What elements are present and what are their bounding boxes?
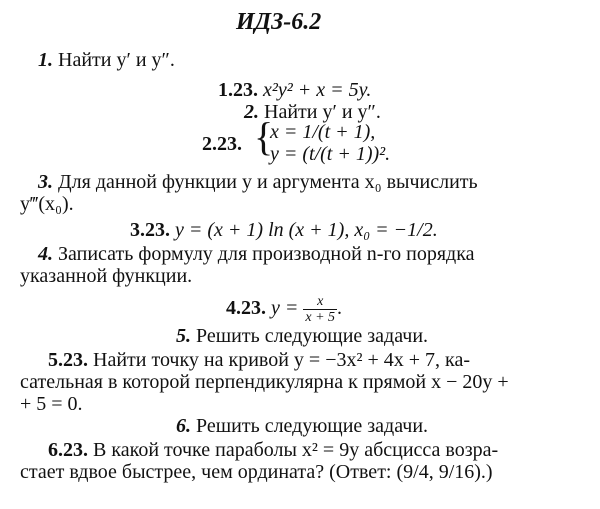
problem-6-23-line2: стает вдвое быстрее, чем ордината? (Ответ: (9/4, 9/16).) [20, 461, 493, 483]
problem-5-23-line1 [48, 348, 470, 372]
problem-1-23 [218, 78, 371, 102]
section-6-number: 6. [176, 415, 191, 437]
section-4-heading [38, 242, 475, 266]
system-brace: { [254, 114, 274, 159]
section-1-heading [38, 48, 175, 72]
problem-3-23-expr: y = (x + 1) ln (x + 1), x₀ = −1/2. [175, 219, 438, 241]
problem-6-23-line1 [48, 438, 498, 462]
problem-2-23-eq2: y = (t/(t + 1))². [270, 143, 391, 165]
section-6-heading [176, 414, 428, 438]
section-3-line1: Для данной функции y и аргумента x₀ вычислить [58, 171, 478, 193]
problem-2-23-label: 2.23. [202, 133, 242, 155]
section-3-number: 3. [38, 171, 53, 193]
problem-2-23-eq1: x = 1/(t + 1), [270, 121, 376, 143]
section-5-number: 5. [176, 325, 191, 347]
section-4-line1: Записать формулу для производной n-го порядка [58, 243, 475, 265]
section-2-text: Найти y′ и y″. [264, 101, 381, 123]
problem-3-23 [130, 218, 438, 242]
section-3-line2: y‴(x₀). [20, 193, 74, 215]
section-5-heading [176, 324, 428, 348]
problem-4-23-lhs: y = [271, 297, 299, 320]
problem-1-23-expr: x²y² + x = 5y. [263, 79, 372, 101]
section-4-number: 4. [38, 243, 53, 265]
section-1-text: Найти y′ и y″. [58, 49, 175, 71]
section-3-heading [38, 170, 478, 194]
problem-3-23-label: 3.23. [130, 219, 170, 241]
section-5-text: Решить следующие задачи. [196, 325, 429, 347]
section-1-number: 1. [38, 49, 53, 71]
problem-5-23-label: 5.23. [48, 349, 88, 371]
problem-6-23-text1: В какой точке параболы x² = 9y абсцисса возра- [93, 439, 499, 461]
problem-5-23-text1: Найти точку на кривой y = −3x² + 4x + 7, ка- [93, 349, 470, 371]
section-4-line2: указанной функции. [20, 265, 193, 287]
problem-1-23-label: 1.23. [218, 79, 258, 101]
problem-6-23-label: 6.23. [48, 439, 88, 461]
page-title: ИДЗ-6.2 [236, 9, 322, 35]
problem-4-23 [226, 294, 342, 325]
problem-4-23-label: 4.23. [226, 297, 266, 320]
fraction-denominator: x + 5 [305, 310, 336, 325]
problem-5-23-line3: + 5 = 0. [20, 393, 83, 415]
problem-4-23-tail: . [337, 297, 343, 320]
section-2-number: 2. [244, 101, 259, 123]
section-6-text: Решить следующие задачи. [196, 415, 429, 437]
problem-4-23-fraction [303, 294, 337, 325]
fraction-numerator: x [303, 294, 337, 310]
problem-5-23-line2: сательная в которой перпендикулярна к прямой x − 20y + [20, 371, 509, 393]
